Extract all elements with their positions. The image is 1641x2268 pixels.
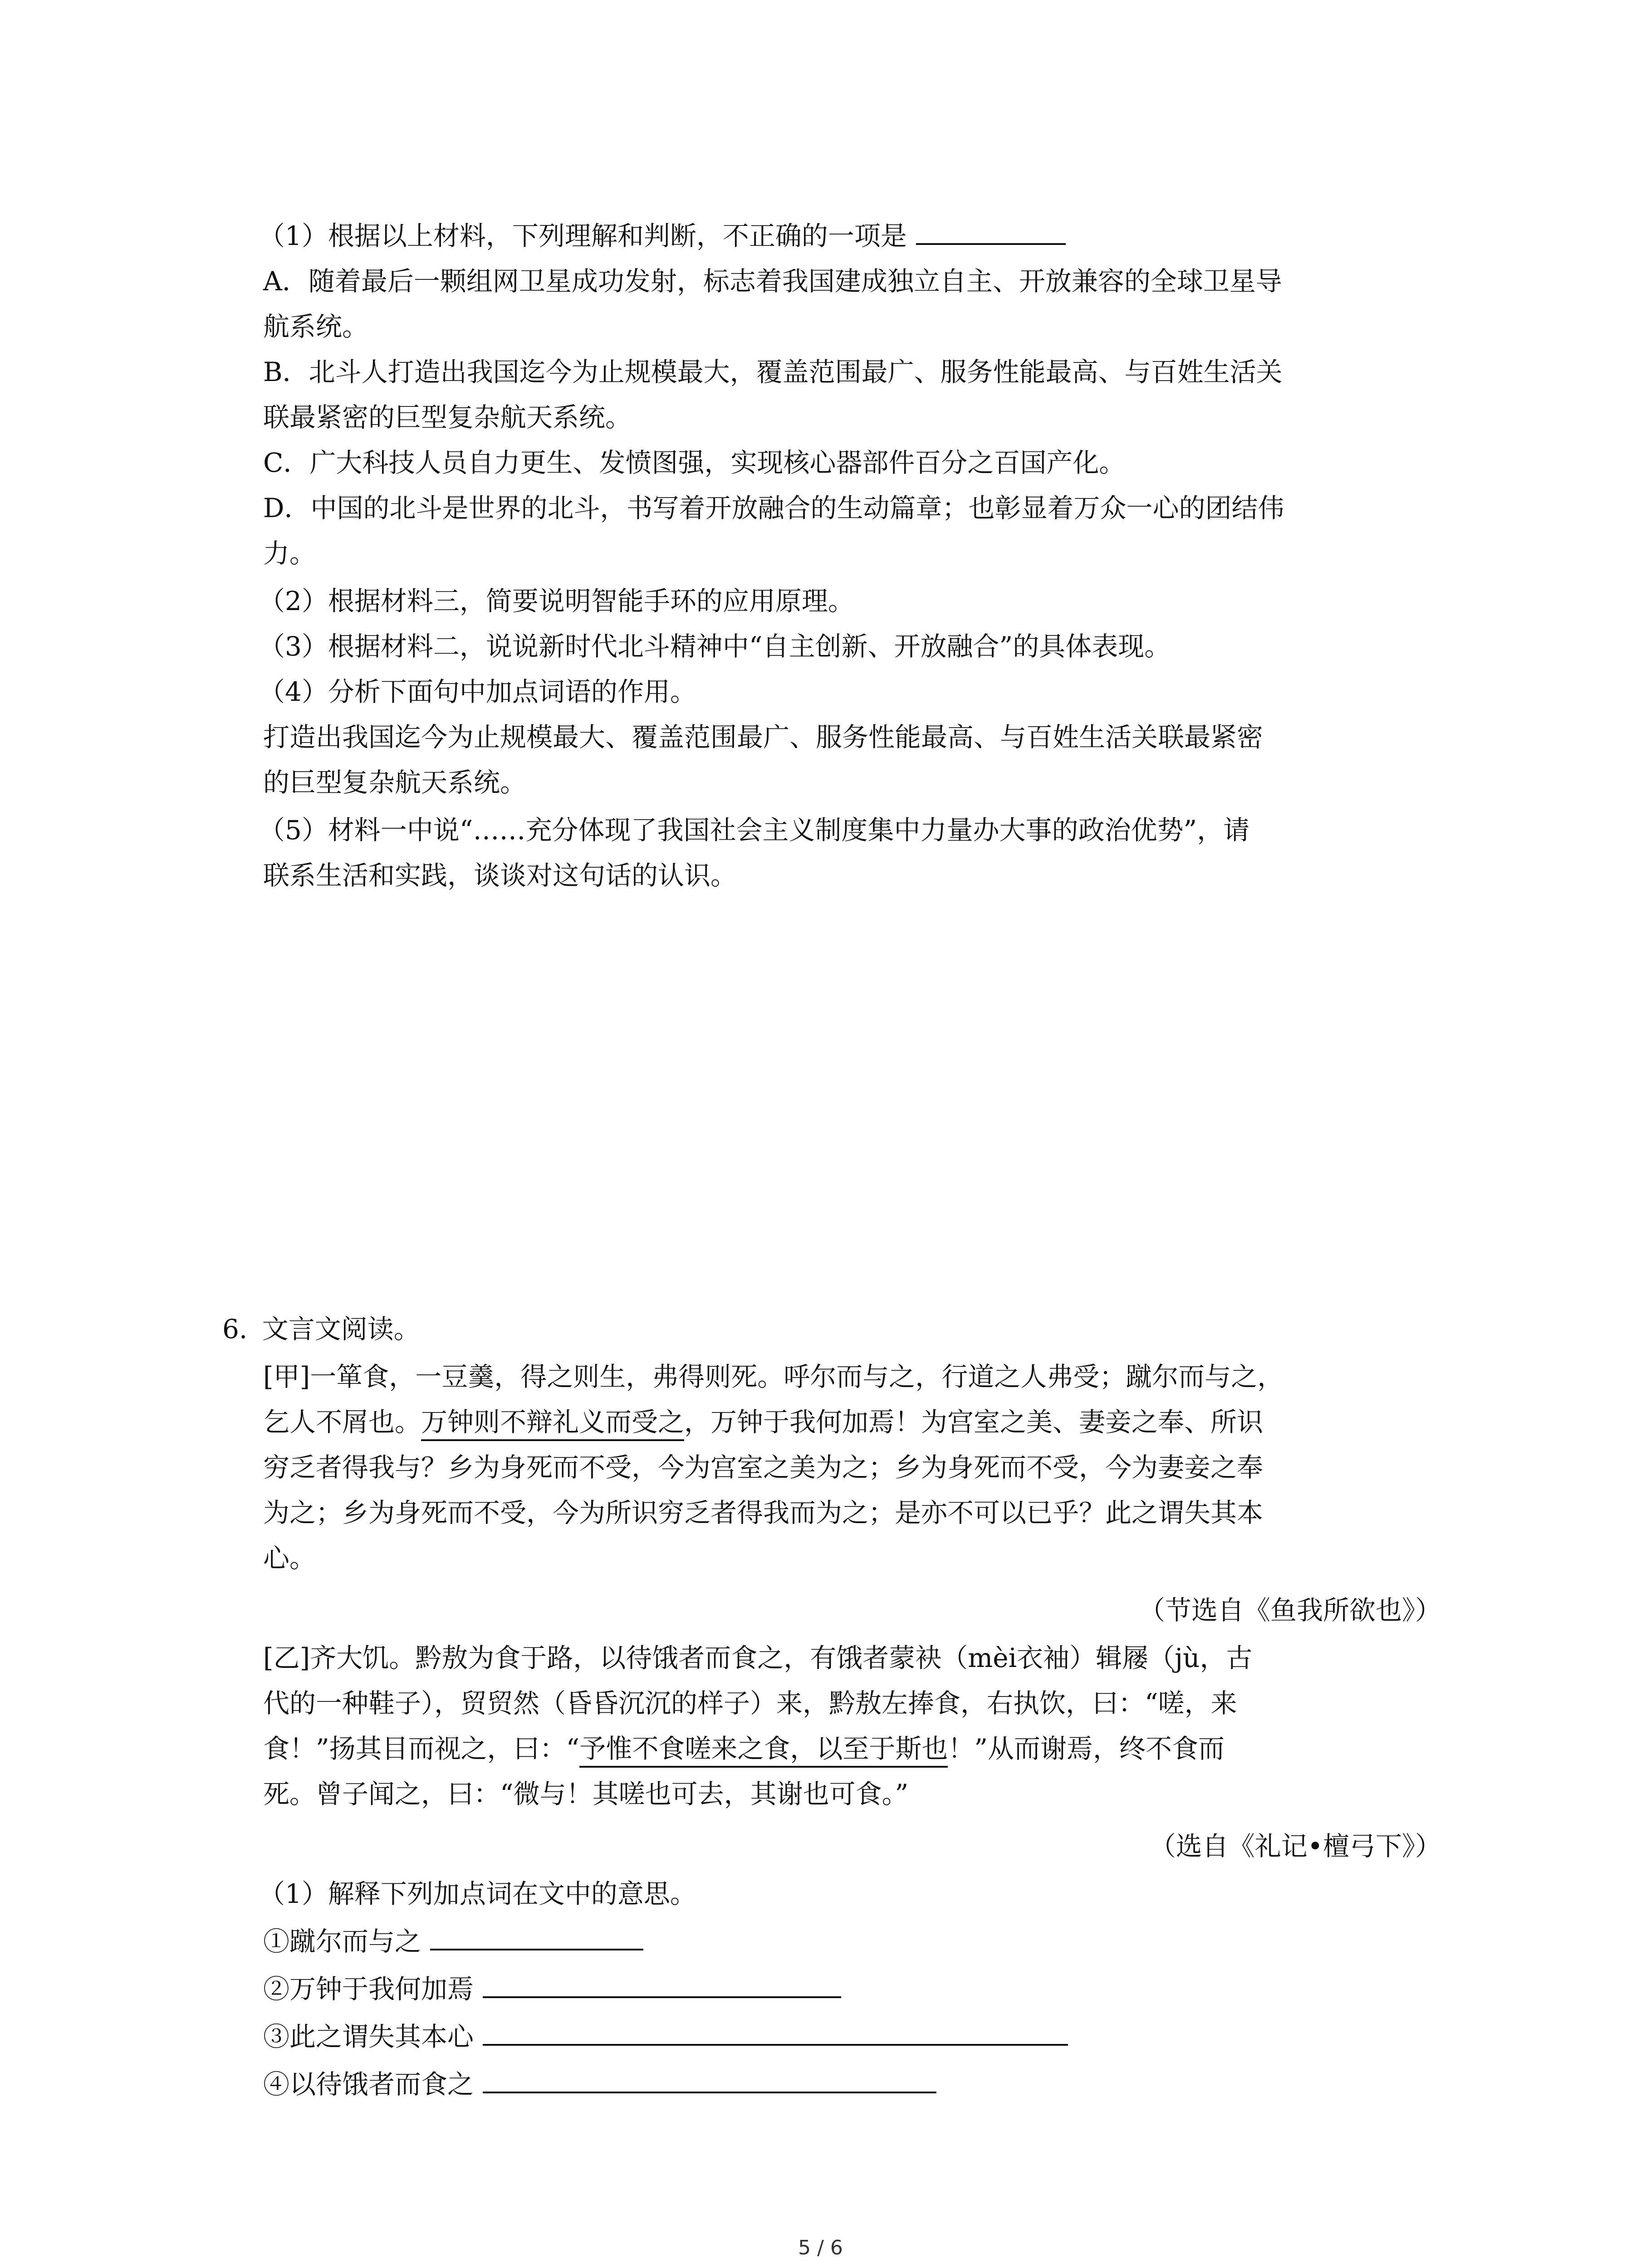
q5-sub4-prompt: （4）分析下面句中加点词语的作用。 bbox=[259, 676, 696, 707]
q5-option-a-line2: 航系统。 bbox=[263, 311, 369, 342]
q6-yi-line1: [乙]齐大饥。黔敖为食于路，以待饿者而食之，有饿者蒙袂（mèi衣袖）辑屦（jù，古 bbox=[263, 1642, 1253, 1673]
q5-option-d-line2: 力。 bbox=[263, 538, 316, 569]
q6-jia-line2-post: ，万钟于我何加焉！为宫室之美、妻妾之奉、所识 bbox=[684, 1407, 1264, 1437]
answer-blank[interactable] bbox=[430, 1921, 643, 1950]
q5-sub4-sentence-line2: 的巨型复杂航天系统。 bbox=[263, 767, 527, 798]
q6-jia-source: （节选自《鱼我所欲也》） bbox=[1138, 1595, 1441, 1626]
q6-jia-line2 bbox=[263, 1399, 1461, 1445]
q6-jia-line3: 穷乏者得我与？乡为身死而不受，今为宫室之美为之；乡为身死而不受，今为妻妾之奉 bbox=[263, 1452, 1264, 1483]
q5-option-b-line1: B．北斗人打造出我国迄今为止规模最大，覆盖范围最广、服务性能最高、与百姓生活关 bbox=[263, 357, 1283, 387]
q6-yi-line2: 代的一种鞋子），贸贸然（昏昏沉沉的样子）来，黔敖左捧食，右执饮，曰：“嗟，来 bbox=[263, 1688, 1237, 1719]
answer-blank[interactable] bbox=[483, 2063, 936, 2093]
q6-sub1-item-3 bbox=[263, 2014, 1461, 2059]
page-number: 5 / 6 bbox=[798, 2236, 843, 2259]
q6-sub1-item-1-text: ①蹴尔而与之 bbox=[263, 1926, 421, 1957]
q5-option-d-line1: D．中国的北斗是世界的北斗，书写着开放融合的生动篇章；也彰显着万众一心的团结伟 bbox=[263, 493, 1284, 523]
q6-jia-line5: 心。 bbox=[263, 1543, 316, 1574]
q5-option-b-line2: 联最紧密的巨型复杂航天系统。 bbox=[263, 402, 632, 433]
q6-number: 6. bbox=[222, 1314, 248, 1344]
q6-sub1-item-1 bbox=[263, 1919, 1461, 1964]
answer-blank[interactable] bbox=[483, 1968, 841, 1998]
q6-jia-line2-pre: 乞人不屑也。 bbox=[263, 1407, 421, 1437]
q6-title: 文言文阅读。 bbox=[262, 1314, 420, 1344]
answer-blank[interactable] bbox=[483, 2016, 1068, 2046]
q5-option-a-line1: A．随着最后一颗组网卫星成功发射，标志着我国建成独立自主、开放兼容的全球卫星导 bbox=[263, 266, 1282, 297]
q5-sub5-line1: （5）材料一中说“……充分体现了我国社会主义制度集中力量办大事的政治优势”，请 bbox=[259, 815, 1250, 846]
q6-heading bbox=[222, 1306, 1420, 1352]
q6-jia-line4: 为之；乡为身死而不受，今为所识穷乏者得我而为之；是亦不可以已乎？此之谓失其本 bbox=[263, 1497, 1264, 1528]
q6-yi-line4: 死。曾子闻之，曰：“微与！其嗟也可去，其谢也可食。” bbox=[263, 1779, 909, 1809]
q6-sub1-item-2-text: ②万钟于我何加焉 bbox=[263, 1974, 474, 2004]
q6-sub1-item-2 bbox=[263, 1966, 1461, 2012]
q6-sub1-item-4-text: ④以待饿者而食之 bbox=[263, 2069, 474, 2100]
q5-sub1-prompt-line bbox=[259, 213, 1456, 259]
q6-sub1-item-4 bbox=[263, 2062, 1461, 2107]
q6-sub1-prompt: （1）解释下列加点词在文中的意思。 bbox=[259, 1878, 696, 1909]
q5-sub5-line2: 联系生活和实践，谈谈对这句话的认识。 bbox=[263, 860, 737, 891]
q6-yi-source: （选自《礼记•檀弓下》） bbox=[1149, 1831, 1441, 1862]
q6-yi-underlined-sentence: 予惟不食嗟来之食，以至于斯也 bbox=[579, 1733, 948, 1768]
q5-sub4-sentence-line1: 打造出我国迄今为止规模最大、覆盖范围最广、服务性能最高、与百姓生活关联最紧密 bbox=[263, 722, 1264, 753]
q5-sub2: （2）根据材料三，简要说明智能手环的应用原理。 bbox=[259, 586, 854, 616]
q5-option-c: C．广大科技人员自力更生、发愤图强，实现核心器部件百分之百国产化。 bbox=[263, 447, 1126, 478]
q5-sub1-prompt: （1）根据以上材料，下列理解和判断，不正确的一项是 bbox=[259, 220, 907, 251]
q6-jia-underlined-sentence: 万钟则不辩礼义而受之 bbox=[421, 1407, 684, 1441]
q6-yi-line3 bbox=[263, 1726, 1461, 1771]
answer-blank[interactable] bbox=[916, 215, 1066, 245]
q6-yi-line3-pre: 食！”扬其目而视之，曰：“ bbox=[263, 1733, 580, 1764]
q5-sub3: （3）根据材料二，说说新时代北斗精神中“自主创新、开放融合”的具体表现。 bbox=[259, 631, 1171, 662]
q6-jia-line1: [甲]一箪食，一豆羹，得之则生，弗得则死。呼尔而与之，行道之人弗受；蹴尔而与之， bbox=[263, 1361, 1284, 1392]
q6-sub1-item-3-text: ③此之谓失其本心 bbox=[263, 2021, 474, 2052]
q6-yi-line3-post: ！”从而谢焉，终不食而 bbox=[948, 1733, 1225, 1764]
